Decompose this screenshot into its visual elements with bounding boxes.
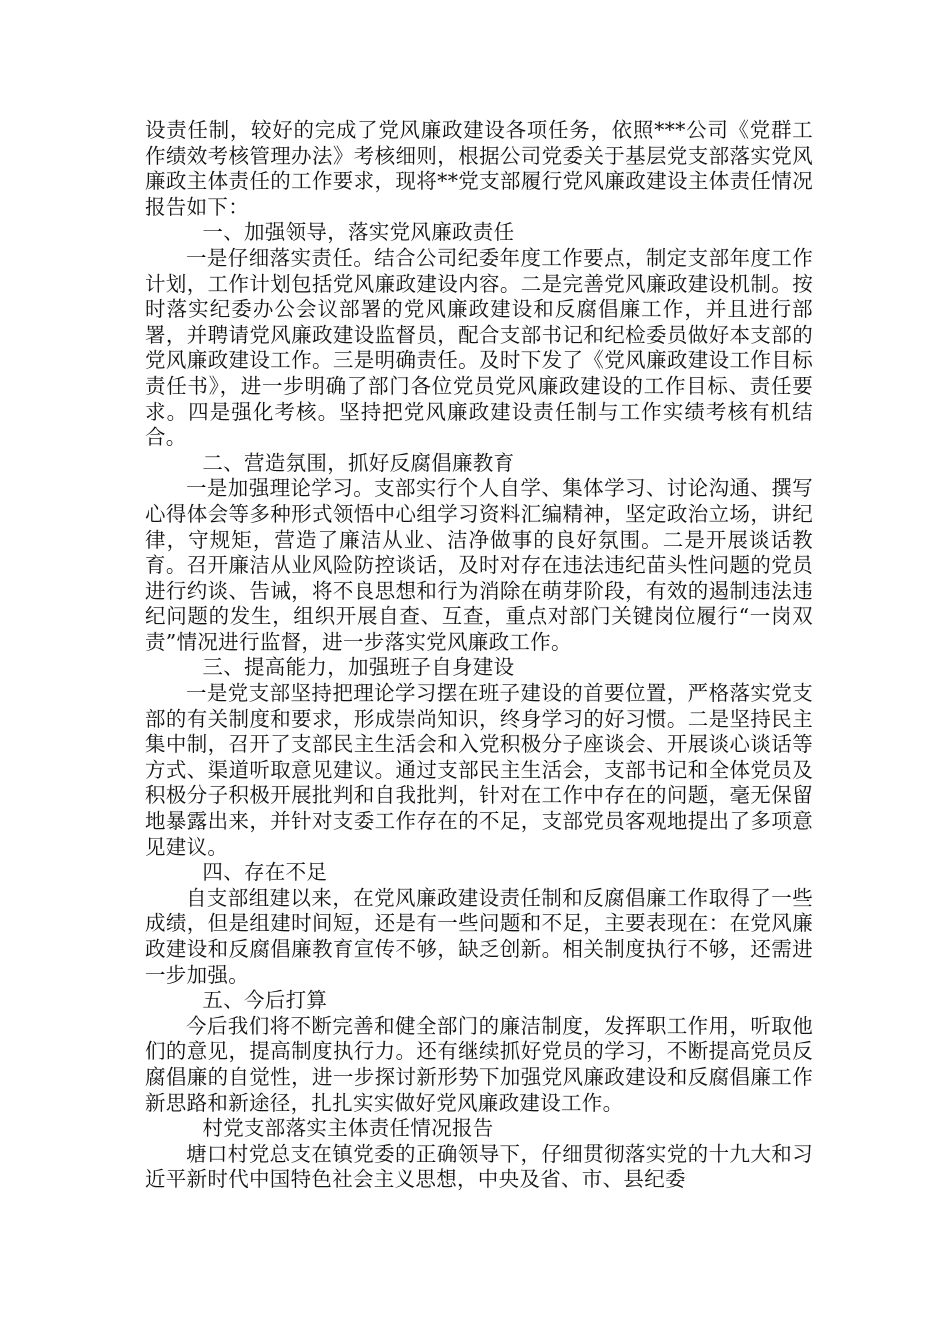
section-paragraph-2: 一是加强理论学习。支部实行个人自学、集体学习、讨论沟通、撰写心得体会等多种形式领悟中心组学习资料汇编精神，坚定政治立场，讲纪律，守规矩，营造了廉洁从业、洁净做事的良好氛围。二是开展谈话教育。召开廉洁从业风险防控谈话，及时对存在违法违纪苗头性问题的党员进行约谈、告诫，将不良思想和行为消除在萌芽阶段，有效的遏制违法违纪问题的发生，组织开展自查、互查，重点对部门关键岗位履行“一岗双责”情况进行监督，进一步落实党风廉政工作。 — [145, 476, 813, 654]
section-heading-4: 四、存在不足 — [202, 860, 328, 885]
section-heading-5: 五、今后打算 — [202, 988, 328, 1013]
section-heading-3: 三、提高能力，加强班子自身建设 — [202, 655, 515, 680]
section-paragraph-5: 今后我们将不断完善和健全部门的廉洁制度，发挥职工作用，听取他们的意见，提高制度执行力。还有继续抓好党员的学习，不断提高党员反腐倡廉的自觉性，进一步探讨新形势下加强党风廉政建设和反腐倡廉工作新思路和新途径，扎扎实实做好党风廉政建设工作。 — [145, 1013, 813, 1115]
section-paragraph-1: 一是仔细落实责任。结合公司纪委年度工作要点，制定支部年度工作计划，工作计划包括党风廉政建设内容。二是完善党风廉政建设机制。按时落实纪委办公会议部署的党风廉政建设和反腐倡廉工作，并且进行部署，并聘请党风廉政建设监督员，配合支部书记和纪检委员做好本支部的党风廉政建设工作。三是明确责任。及时下发了《党风廉政建设工作目标责任书》，进一步明确了部门各位党员党风廉政建设的工作目标、责任要求。四是强化考核。坚持把党风廉政建设责任制与工作实绩考核有机结合。 — [145, 245, 813, 450]
section-paragraph-3: 一是党支部坚持把理论学习摆在班子建设的首要位置，严格落实党支部的有关制度和要求，形成崇尚知识，终身学习的好习惯。二是坚持民主集中制，召开了支部民主生活会和入党积极分子座谈会、开展谈心谈话等方式、渠道听取意见建议。通过支部民主生活会，支部书记和全体党员及积极分子积极开展批判和自我批判，针对在工作中存在的问题，毫无保留地暴露出来，并针对支委工作存在的不足，支部党员客观地提出了多项意见建议。 — [145, 681, 813, 859]
document-body — [145, 118, 813, 1193]
section-paragraph-4: 自支部组建以来，在党风廉政建设责任制和反腐倡廉工作取得了一些成绩，但是组建时间短，还是有一些问题和不足，主要表现在：在党风廉政建设和反腐倡廉教育宣传不够，缺乏创新。相关制度执行不够，还需进一步加强。 — [145, 885, 813, 987]
section-heading-1: 一、加强领导，落实党风廉政责任 — [202, 220, 515, 245]
report-paragraph: 塘口村党总支在镇党委的正确领导下，仔细贯彻落实党的十九大和习近平新时代中国特色社会主义思想，中央及省、市、县纪委 — [145, 1141, 813, 1192]
report-title: 村党支部落实主体责任情况报告 — [202, 1116, 494, 1141]
section-heading-2: 二、营造氛围，抓好反腐倡廉教育 — [202, 450, 515, 475]
intro-paragraph: 设责任制，较好的完成了党风廉政建设各项任务，依照***公司《党群工作绩效考核管理办法》考核细则，根据公司党委关于基层党支部落实党风廉政主体责任的工作要求，现将**党支部履行党风廉政建设主体责任情况报告如下： — [145, 118, 813, 219]
